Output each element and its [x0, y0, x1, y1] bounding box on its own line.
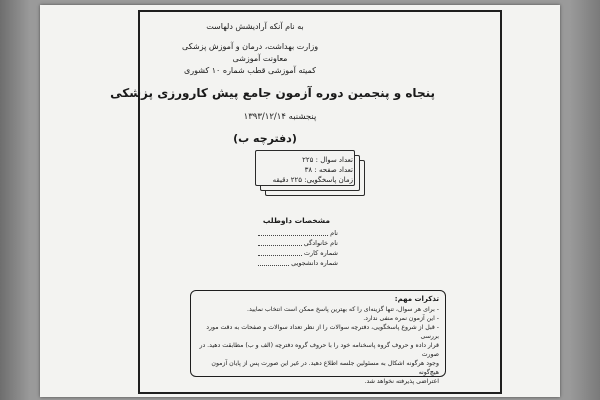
question-count: تعداد سوال : ۲۲۵	[302, 156, 353, 164]
exam-stats	[263, 155, 353, 185]
field-dotted-line	[258, 249, 302, 256]
answer-time: زمان پاسخگویی: ۲۲۵ دقیقه	[272, 176, 353, 184]
field-dotted-line	[258, 259, 289, 266]
important-notes-box	[190, 290, 446, 385]
field-dotted-line	[258, 229, 328, 236]
page-count: تعداد صفحه : ۳۸	[304, 166, 353, 174]
field-name	[258, 229, 338, 237]
exam-date: پنجشنبه ۱۳۹۳/۱۲/۱۴	[243, 112, 317, 122]
note-line: اعتراضی پذیرفته نخواهد شد.	[364, 378, 439, 385]
field-label: نام خانوادگی	[303, 239, 338, 247]
note-line: - این آزمون نمره منفی ندارد.	[363, 315, 439, 322]
basmala: به نام آنکه آرادیشش دلهاست	[206, 22, 304, 31]
field-student-number	[258, 259, 338, 267]
field-label: شماره کارت	[303, 249, 338, 257]
field-card-number	[258, 249, 338, 257]
field-family-name	[258, 239, 338, 247]
exam-title: پنجاه و پنجمین دوره آزمون جامع پیش کارورزی پزشکی	[110, 86, 435, 100]
notes-heading: تذکرات مهم:	[394, 295, 439, 303]
note-line: وجود هرگونه اشکال به مسئولین جلسه اطلاع دهید. در غیر این صورت پس از پایان آزمون هیچ‌گونه	[211, 360, 439, 376]
booklet-label: (دفترچه ب)	[233, 132, 297, 145]
ministry-name: وزارت بهداشت، درمان و آموزش پزشکی	[181, 42, 319, 51]
field-label: نام	[330, 229, 338, 237]
note-line: - قبل از شروع پاسخگویی، دفترچه سوالات را از نظر تعداد سوالات و صفحات به دقت مورد بررسی	[206, 324, 439, 340]
committee-name: کمیته آموزشی قطب شماره ۱۰ کشوری	[183, 66, 316, 75]
deputy-name: معاونت آموزشی	[232, 54, 288, 63]
note-line: قرار داده و حروف گروه پاسخنامه خود را با حروف گروه دفترچه (الف و ب) مطابقت دهید. در صورت	[199, 342, 439, 358]
field-label: شماره دانشجویی	[291, 259, 338, 267]
note-line: - برای هر سوال، تنها گزینه‌ای را که بهترین پاسخ ممکن است انتخاب نمایید.	[247, 306, 439, 313]
field-dotted-line	[258, 239, 302, 246]
volunteer-heading: مشخصات داوطلب	[262, 216, 330, 225]
